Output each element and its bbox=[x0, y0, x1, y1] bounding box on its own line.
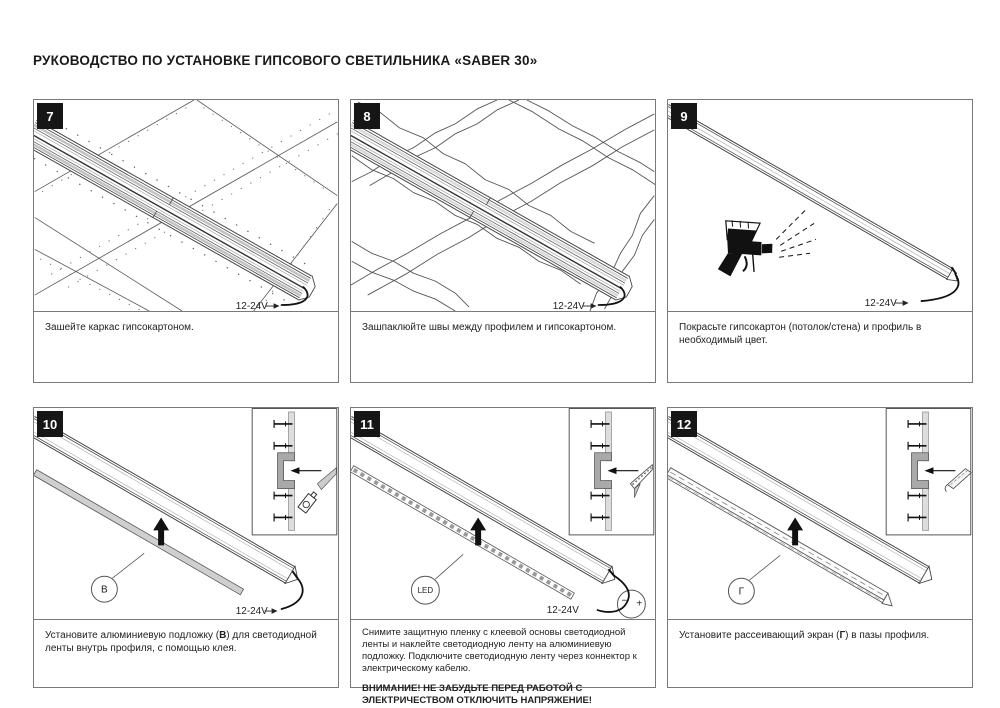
panel-12-illustration bbox=[668, 408, 972, 619]
voltage-label: 12-24V bbox=[552, 301, 585, 311]
panel-step-8 bbox=[350, 99, 656, 383]
part-label: Г bbox=[738, 586, 745, 598]
panel-step-9 bbox=[667, 99, 973, 383]
step-number-badge: 7 bbox=[37, 103, 63, 129]
voltage-label: 12-24V bbox=[864, 298, 897, 310]
panel-10-illustration bbox=[34, 408, 338, 619]
part-label: LED bbox=[417, 586, 434, 596]
plus-label: + bbox=[636, 598, 643, 610]
minus-label: − bbox=[621, 595, 628, 607]
diffuser-screen-diagram bbox=[668, 408, 972, 619]
panel-9-illustration bbox=[668, 100, 972, 311]
panel-12-caption: Установите рассеивающий экран (Г) в пазы профиля. bbox=[668, 619, 972, 686]
aluminum-backing-diagram bbox=[34, 408, 338, 619]
step-number-badge: 11 bbox=[354, 411, 380, 437]
panel-8-caption: Зашпаклюйте швы между профилем и гипсокартоном. bbox=[351, 311, 655, 382]
cross-section-inset bbox=[886, 408, 971, 534]
cross-section-inset bbox=[252, 408, 337, 534]
voltage-label: 12-24V bbox=[235, 606, 268, 618]
panel-step-7 bbox=[33, 99, 339, 383]
step-number-badge: 12 bbox=[671, 411, 697, 437]
step-number-badge: 8 bbox=[354, 103, 380, 129]
drywall-profile-diagram bbox=[34, 100, 338, 311]
voltage-label: 12-24V bbox=[546, 605, 579, 617]
label-arrow-icon bbox=[903, 300, 909, 306]
spray-gun-icon bbox=[713, 209, 816, 284]
panel-7-caption: Зашейте каркас гипсокартоном. bbox=[34, 311, 338, 382]
page-title: РУКОВОДСТВО ПО УСТАНОВКЕ ГИПСОВОГО СВЕТИЛЬНИКА «SABER 30» bbox=[33, 53, 538, 68]
label-arrow-icon bbox=[591, 303, 597, 309]
panel-10-caption: Установите алюминиевую подложку (В) для светодиодной ленты внутрь профиля, с помощью клея. bbox=[34, 619, 338, 686]
plaster-profile bbox=[668, 104, 962, 284]
plaster-profile bbox=[34, 114, 323, 310]
label-arrow-icon bbox=[272, 608, 278, 614]
label-arrow-icon bbox=[274, 303, 280, 309]
panel-9-caption: Покрасьте гипсокартон (потолок/стена) и профиль в необходимый цвет. bbox=[668, 311, 972, 382]
step-number-badge: 9 bbox=[671, 103, 697, 129]
voltage-label: 12-24V bbox=[235, 301, 268, 311]
putty-seams-diagram bbox=[351, 100, 655, 311]
warning-text: ВНИМАНИЕ! НЕ ЗАБУДЬТЕ ПЕРЕД РАБОТОЙ С ЭЛЕКТРИЧЕСТВОМ ОТКЛЮЧИТЬ НАПРЯЖЕНИЕ! bbox=[362, 682, 592, 706]
panel-step-12 bbox=[667, 407, 973, 688]
painting-diagram bbox=[668, 100, 972, 311]
panel-8-illustration bbox=[351, 100, 655, 311]
step-number-badge: 10 bbox=[37, 411, 63, 437]
cross-section-inset bbox=[569, 408, 654, 534]
panel-11-caption: Снимите защитную пленку с клеевой основы светодиодной ленты и наклейте светодиодную ленту на алюминиевую подложку. Подключите светодиодную ленту через коннектор к электрическому кабелю. ВНИМАНИЕ! НЕ ЗАБУДЬТЕ ПЕРЕД РАБОТОЙ С ЭЛЕКТРИЧЕСТВОМ ОТКЛЮЧИТЬ НАПРЯЖЕНИЕ! bbox=[351, 619, 655, 684]
part-label: В bbox=[101, 584, 108, 596]
led-strip-diagram bbox=[351, 408, 655, 619]
panel-step-11 bbox=[350, 407, 656, 706]
panel-step-10 bbox=[33, 407, 339, 688]
panel-7-illustration bbox=[34, 100, 338, 311]
panel-11-illustration bbox=[351, 408, 655, 619]
